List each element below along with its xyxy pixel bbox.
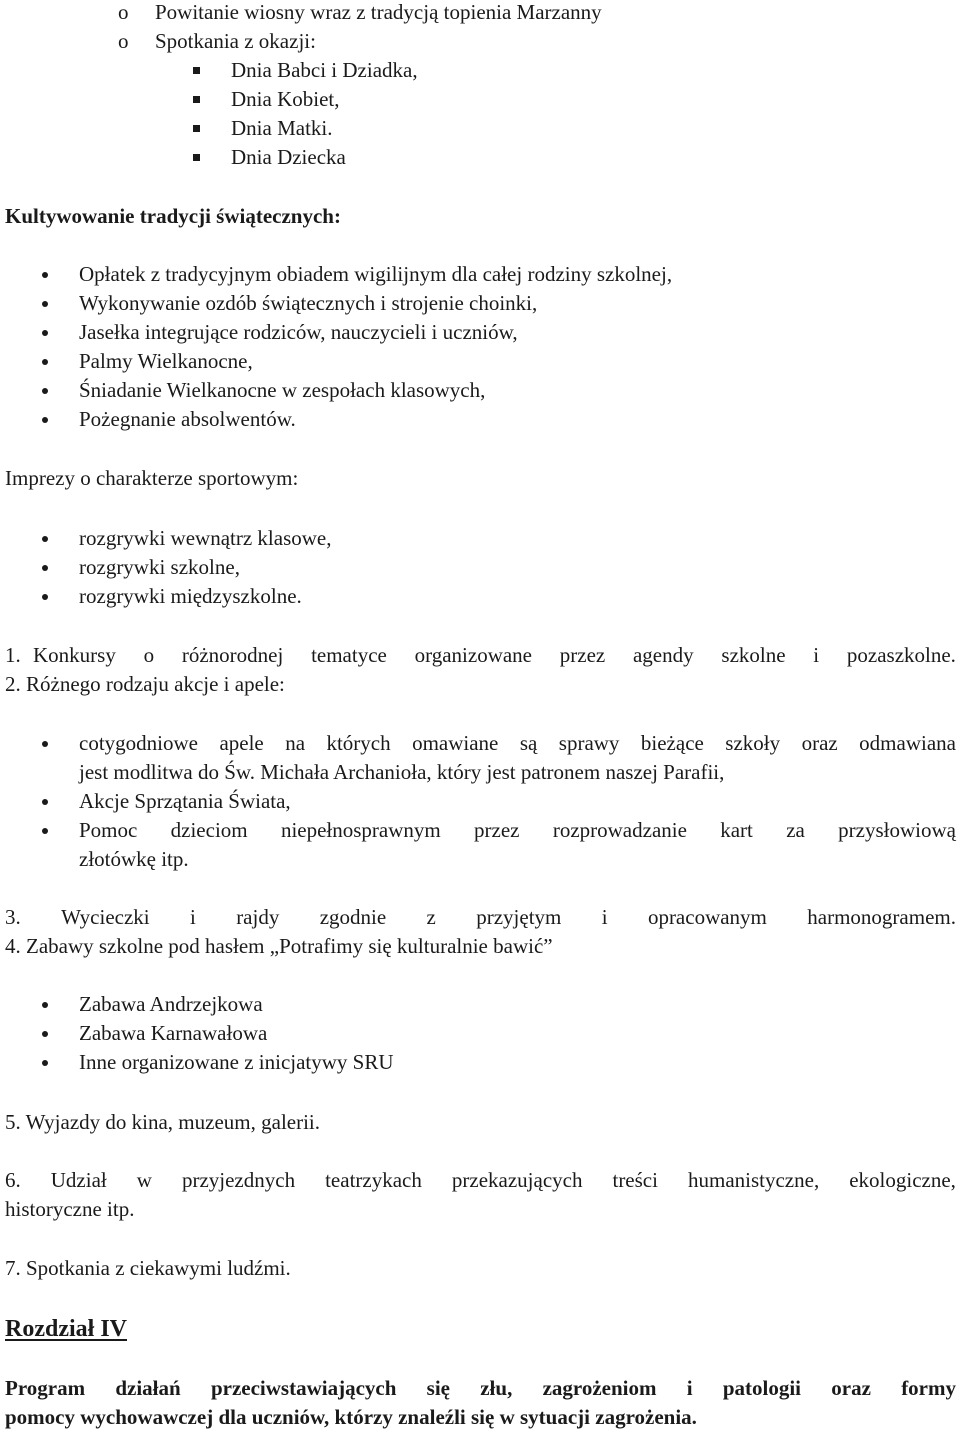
- word: w: [136, 1168, 152, 1192]
- word: przysłowiową: [838, 818, 956, 842]
- list-item: Powitanie wiosny wraz z tradycją topienia Marzanny: [155, 0, 602, 24]
- word: różnorodnej: [181, 643, 284, 667]
- word: zagrożeniom: [542, 1376, 657, 1400]
- bullet-icon: [42, 301, 48, 307]
- numbered-item-continuation: historyczne itp.: [5, 1197, 135, 1221]
- word: pozaszkolne.: [846, 643, 956, 667]
- list-item: rozgrywki wewnątrz klasowe,: [79, 526, 332, 550]
- word: oraz: [831, 1376, 871, 1400]
- word: niepełnosprawnym: [280, 818, 441, 842]
- bullet-icon: [42, 1002, 48, 1008]
- list-item: Spotkania z okazji:: [155, 29, 316, 53]
- word: tematyce: [311, 643, 387, 667]
- list-item: Akcje Sprzątania Świata,: [79, 789, 291, 813]
- bullet-o-icon: o: [118, 0, 129, 24]
- word: się: [426, 1376, 450, 1400]
- list-item-continuation: złotówkę itp.: [79, 847, 189, 871]
- word: sprawy: [558, 731, 620, 755]
- numbered-item: [5, 1170, 956, 1191]
- word: bieżące: [640, 731, 704, 755]
- numbered-item: 5. Wyjazdy do kina, muzeum, galerii.: [5, 1110, 321, 1134]
- list-item: Śniadanie Wielkanocne w zespołach klasowych,: [79, 378, 486, 402]
- word: przyjętym: [476, 905, 562, 929]
- square-bullet-icon: [193, 96, 200, 103]
- section-heading: Imprezy o charakterze sportowym:: [5, 466, 299, 490]
- word: są: [519, 731, 538, 755]
- sub-list-item: Dnia Matki.: [231, 116, 333, 140]
- word: oraz: [801, 731, 838, 755]
- word: kart: [720, 818, 753, 842]
- word: Udział: [50, 1168, 107, 1192]
- list-item: rozgrywki szkolne,: [79, 555, 240, 579]
- word: opracowanym: [647, 905, 767, 929]
- list-item: Palmy Wielkanocne,: [79, 349, 253, 373]
- word: ekologiczne,: [849, 1168, 956, 1192]
- bullet-icon: [42, 417, 48, 423]
- bullet-icon: [42, 828, 48, 834]
- word: szkolne: [721, 643, 786, 667]
- numbered-item: 7. Spotkania z ciekawymi ludźmi.: [5, 1256, 291, 1280]
- word: omawiane: [412, 731, 499, 755]
- sub-list-item: Dnia Babci i Dziadka,: [231, 58, 418, 82]
- word: przekazujących: [451, 1168, 583, 1192]
- list-item: [79, 820, 956, 841]
- word: przez: [559, 643, 606, 667]
- bullet-icon: [42, 359, 48, 365]
- numbered-item: 1.: [5, 643, 21, 667]
- word: Konkursy: [33, 643, 116, 667]
- bullet-icon: [42, 330, 48, 336]
- square-bullet-icon: [193, 67, 200, 74]
- numbered-item: [5, 907, 956, 928]
- word: o: [143, 643, 155, 667]
- word: których: [326, 731, 391, 755]
- program-heading-continuation: pomocy wychowawczej dla uczniów, którzy znaleźli się w sytuacji zagrożenia.: [5, 1405, 697, 1429]
- word: 6.: [5, 1168, 21, 1192]
- bullet-icon: [42, 799, 48, 805]
- word: przeciwstawiających: [210, 1376, 397, 1400]
- numbered-item-text: [33, 645, 956, 666]
- word: zgodnie: [319, 905, 387, 929]
- word: teatrzykach: [325, 1168, 422, 1192]
- word: i: [813, 643, 820, 667]
- program-heading: [5, 1378, 956, 1399]
- square-bullet-icon: [193, 154, 200, 161]
- word: treści: [612, 1168, 658, 1192]
- word: złu,: [480, 1376, 513, 1400]
- list-item: Zabawa Andrzejkowa: [79, 992, 263, 1016]
- word: patologii: [722, 1376, 802, 1400]
- bullet-o-icon: o: [118, 29, 129, 53]
- word: rajdy: [236, 905, 280, 929]
- word: szkoły: [725, 731, 781, 755]
- word: na: [285, 731, 306, 755]
- sub-list-item: Dnia Dziecka: [231, 145, 346, 169]
- word: Wycieczki: [61, 905, 150, 929]
- word: organizowane: [414, 643, 533, 667]
- word: harmonogramem.: [807, 905, 956, 929]
- square-bullet-icon: [193, 125, 200, 132]
- bullet-icon: [42, 272, 48, 278]
- numbered-item: 2. Różnego rodzaju akcje i apele:: [5, 672, 285, 696]
- bullet-icon: [42, 536, 48, 542]
- word: odmawiana: [859, 731, 956, 755]
- word: i: [189, 905, 196, 929]
- list-item: Wykonywanie ozdób świątecznych i strojenie choinki,: [79, 291, 538, 315]
- word: dzieciom: [170, 818, 248, 842]
- word: przez: [474, 818, 520, 842]
- list-item: [79, 733, 956, 754]
- bullet-icon: [42, 388, 48, 394]
- list-item: rozgrywki międzyszkolne.: [79, 584, 302, 608]
- list-item-continuation: jest modlitwa do Św. Michała Archanioła, który jest patronem naszej Parafii,: [79, 760, 725, 784]
- word: Pomoc: [79, 818, 138, 842]
- sub-list-item: Dnia Kobiet,: [231, 87, 340, 111]
- word: agendy: [632, 643, 694, 667]
- word: i: [601, 905, 608, 929]
- bullet-icon: [42, 565, 48, 571]
- list-item: Zabawa Karnawałowa: [79, 1021, 268, 1045]
- list-item: Opłatek z tradycyjnym obiadem wigilijnym dla całej rodziny szkolnej,: [79, 262, 673, 286]
- list-item: Inne organizowane z inicjatywy SRU: [79, 1050, 394, 1074]
- word: z: [426, 905, 436, 929]
- word: humanistyczne,: [687, 1168, 820, 1192]
- word: Program: [5, 1376, 86, 1400]
- numbered-item: 4. Zabawy szkolne pod hasłem „Potrafimy się kulturalnie bawić”: [5, 934, 553, 958]
- bullet-icon: [42, 1031, 48, 1037]
- word: cotygodniowe: [79, 731, 198, 755]
- word: formy: [901, 1376, 956, 1400]
- bullet-icon: [42, 1060, 48, 1066]
- word: działań: [115, 1376, 181, 1400]
- word: rozprowadzanie: [552, 818, 687, 842]
- list-item: Pożegnanie absolwentów.: [79, 407, 296, 431]
- section-heading: Kultywowanie tradycji świątecznych:: [5, 204, 341, 228]
- word: za: [786, 818, 805, 842]
- word: apele: [219, 731, 264, 755]
- chapter-title: Rozdział IV: [5, 1316, 127, 1342]
- word: przyjezdnych: [181, 1168, 296, 1192]
- bullet-icon: [42, 741, 48, 747]
- word: i: [686, 1376, 693, 1400]
- list-item: Jasełka integrujące rodziców, nauczycieli i uczniów,: [79, 320, 518, 344]
- bullet-icon: [42, 594, 48, 600]
- word: 3.: [5, 905, 21, 929]
